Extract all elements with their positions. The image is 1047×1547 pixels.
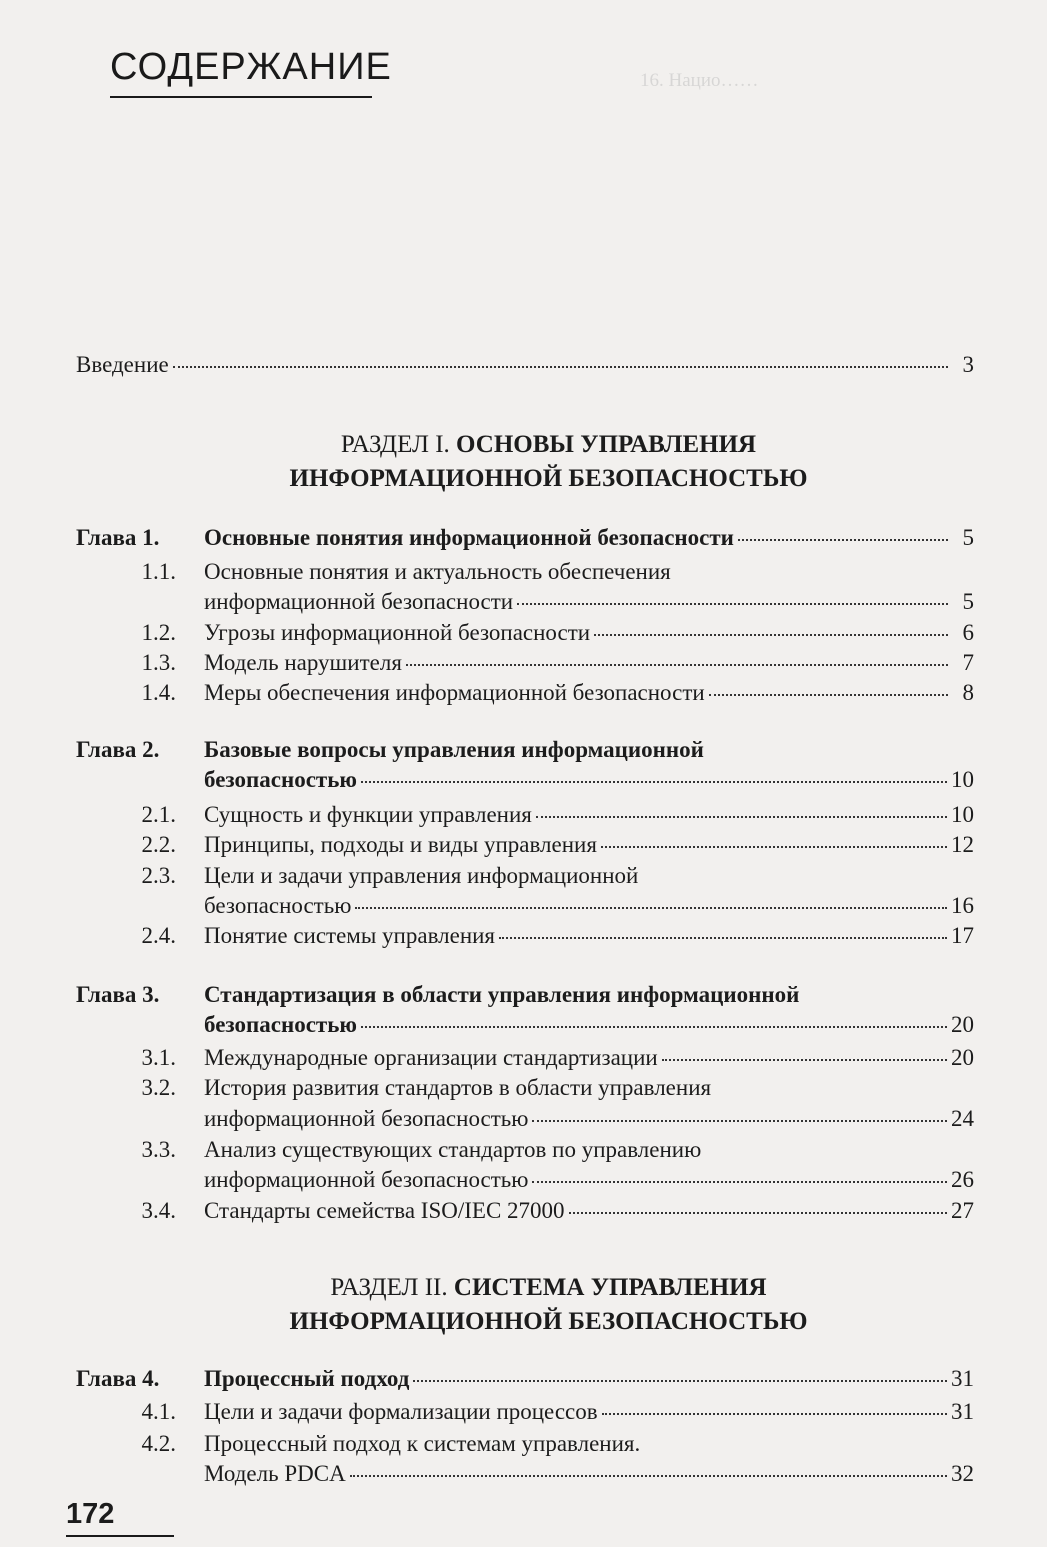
section-heading	[0, 1271, 1047, 1339]
toc-entry-page: 16	[951, 893, 974, 918]
toc-entry-1-4[interactable]	[204, 678, 974, 708]
toc-entry-2-3[interactable]	[204, 891, 974, 921]
toc-entry-label: информационной безопасностью	[204, 1106, 529, 1131]
leader-dots	[594, 633, 948, 636]
toc-entry-page: 10	[951, 767, 974, 792]
toc-entry-1-1[interactable]	[204, 587, 974, 617]
subsection-number: 1.1.	[141, 559, 176, 584]
toc-entry-4-2[interactable]	[204, 1459, 974, 1489]
page-number-rule	[66, 1535, 174, 1537]
toc-entry-label: Цели и задачи управления информационной	[204, 863, 639, 888]
subsection-number: 3.3.	[141, 1137, 176, 1162]
leader-dots	[738, 538, 948, 541]
leader-dots	[569, 1211, 947, 1214]
toc-entry-label: Модель нарушителя	[204, 650, 402, 675]
section-title: СИСТЕМА УПРАВЛЕНИЯ	[453, 1274, 767, 1301]
toc-entry-page: 7	[962, 650, 974, 675]
toc-entry-label: История развития стандартов в области управления	[204, 1075, 712, 1100]
toc-entry-label: безопасностью	[204, 893, 352, 918]
toc-entry-page: 31	[951, 1399, 974, 1424]
subsection-number: 2.4.	[141, 923, 176, 948]
toc-entry-label: Стандарты семейства ISO/IEC 27000	[204, 1198, 565, 1223]
toc-entry-page: 6	[962, 620, 974, 645]
toc-entry-3-2[interactable]	[204, 1104, 974, 1134]
chapter-number: Глава 3.	[76, 982, 160, 1007]
toc-entry-page: 32	[951, 1461, 974, 1486]
subsection-number: 3.1.	[141, 1045, 176, 1070]
toc-entry-2-2[interactable]	[204, 830, 974, 860]
subsection-number: 4.1.	[141, 1399, 176, 1424]
section-heading	[0, 428, 1047, 496]
toc-entry-1-3[interactable]	[204, 648, 974, 678]
section-prefix: РАЗДЕЛ II.	[330, 1274, 454, 1301]
chapter-number: Глава 4.	[76, 1366, 160, 1391]
leader-dots	[361, 780, 947, 783]
section-title: ОСНОВЫ УПРАВЛЕНИЯ	[456, 431, 757, 458]
toc-entry-label: Введение	[76, 352, 169, 377]
toc-entry-page: 3	[962, 352, 974, 377]
leader-dots	[355, 906, 947, 909]
toc-entry-label: Основные понятия и актуальность обеспечения	[204, 559, 671, 584]
chapter-number: Глава 1.	[76, 525, 160, 550]
subsection-number: 2.1.	[141, 802, 176, 827]
title-underline	[110, 96, 372, 98]
subsection-number: 4.2.	[141, 1431, 176, 1456]
toc-entry-3-1[interactable]	[204, 1043, 974, 1073]
leader-dots	[532, 1180, 947, 1183]
toc-entry-1-2[interactable]	[204, 618, 974, 648]
toc-entry-label: Процессный подход к системам управления.	[204, 1431, 641, 1456]
leader-dots	[499, 936, 947, 939]
toc-entry-chapter-2[interactable]	[204, 765, 974, 795]
leader-dots	[413, 1379, 947, 1382]
subsection-number: 3.4.	[141, 1198, 176, 1223]
subsection-number: 2.2.	[141, 832, 176, 857]
page-number: 172	[66, 1498, 115, 1530]
toc-entry-label: Цели и задачи формализации процессов	[204, 1399, 598, 1424]
section-title-line2: ИНФОРМАЦИОННОЙ БЕЗОПАСНОСТЬЮ	[289, 1308, 808, 1335]
leader-dots	[536, 815, 947, 818]
leader-dots	[350, 1474, 947, 1477]
subsection-number: 1.3.	[141, 650, 176, 675]
toc-entry-page: 5	[962, 525, 974, 550]
page-title: СОДЕРЖАНИЕ	[110, 46, 392, 88]
leader-dots	[532, 1119, 947, 1122]
chapter-title: Базовые вопросы управления информационной	[204, 737, 704, 762]
toc-entry-page: 27	[951, 1198, 974, 1223]
leader-dots	[361, 1025, 947, 1028]
toc-entry-label: Модель PDCA	[204, 1461, 346, 1486]
toc-entry-page: 20	[951, 1045, 974, 1070]
subsection-number: 2.3.	[141, 863, 176, 888]
leader-dots	[601, 845, 947, 848]
toc-entry-label: безопасностью	[204, 767, 357, 792]
chapter-number: Глава 2.	[76, 737, 160, 762]
leader-dots	[709, 693, 948, 696]
section-title-line2: ИНФОРМАЦИОННОЙ БЕЗОПАСНОСТЬЮ	[289, 465, 808, 492]
toc-entry-label: Меры обеспечения информационной безопасности	[204, 680, 705, 705]
toc-entry-label: Сущность и функции управления	[204, 802, 532, 827]
toc-entry-page: 20	[951, 1012, 974, 1037]
toc-entry-label: Основные понятия информационной безопасности	[204, 525, 734, 550]
toc-entry-chapter-1[interactable]	[204, 523, 974, 553]
leader-dots	[173, 365, 948, 368]
subsection-number: 1.2.	[141, 620, 176, 645]
toc-entry-label: информационной безопасностью	[204, 1167, 529, 1192]
toc-entry-label: Международные организации стандартизации	[204, 1045, 658, 1070]
toc-entry-2-1[interactable]	[204, 800, 974, 830]
toc-entry-page: 10	[951, 802, 974, 827]
toc-entry-chapter-3[interactable]	[204, 1010, 974, 1040]
bleed-through-text: 16. Нацио……	[640, 70, 759, 91]
subsection-number: 3.2.	[141, 1075, 176, 1100]
toc-entry-intro[interactable]	[76, 350, 974, 380]
chapter-title: Стандартизация в области управления информационной	[204, 982, 800, 1007]
toc-entry-page: 26	[951, 1167, 974, 1192]
toc-entry-page: 31	[951, 1366, 974, 1391]
toc-entry-page: 17	[951, 923, 974, 948]
leader-dots	[517, 602, 948, 605]
toc-entry-page: 8	[962, 680, 974, 705]
leader-dots	[662, 1058, 947, 1061]
toc-entry-2-4[interactable]	[204, 921, 974, 951]
toc-entry-chapter-4[interactable]	[204, 1364, 974, 1394]
section-prefix: РАЗДЕЛ I.	[340, 431, 457, 458]
subsection-number: 1.4.	[141, 680, 176, 705]
toc-entry-page: 5	[962, 589, 974, 614]
toc-entry-3-4[interactable]	[204, 1196, 974, 1226]
toc-entry-label: Понятие системы управления	[204, 923, 496, 948]
toc-entry-label: Процессный подход	[204, 1366, 410, 1391]
leader-dots	[406, 663, 948, 666]
toc-entry-label: Угрозы информационной безопасности	[204, 620, 591, 645]
toc-entry-page: 24	[951, 1106, 974, 1131]
toc-entry-label: информационной безопасности	[204, 589, 514, 614]
toc-entry-label: безопасностью	[204, 1012, 357, 1037]
toc-entry-3-3[interactable]	[204, 1165, 974, 1195]
toc-entry-label: Принципы, подходы и виды управления	[204, 832, 597, 857]
toc-entry-label: Анализ существующих стандартов по управлению	[204, 1137, 702, 1162]
toc-entry-page: 12	[951, 832, 974, 857]
toc-entry-4-1[interactable]	[204, 1397, 974, 1427]
leader-dots	[602, 1412, 947, 1415]
